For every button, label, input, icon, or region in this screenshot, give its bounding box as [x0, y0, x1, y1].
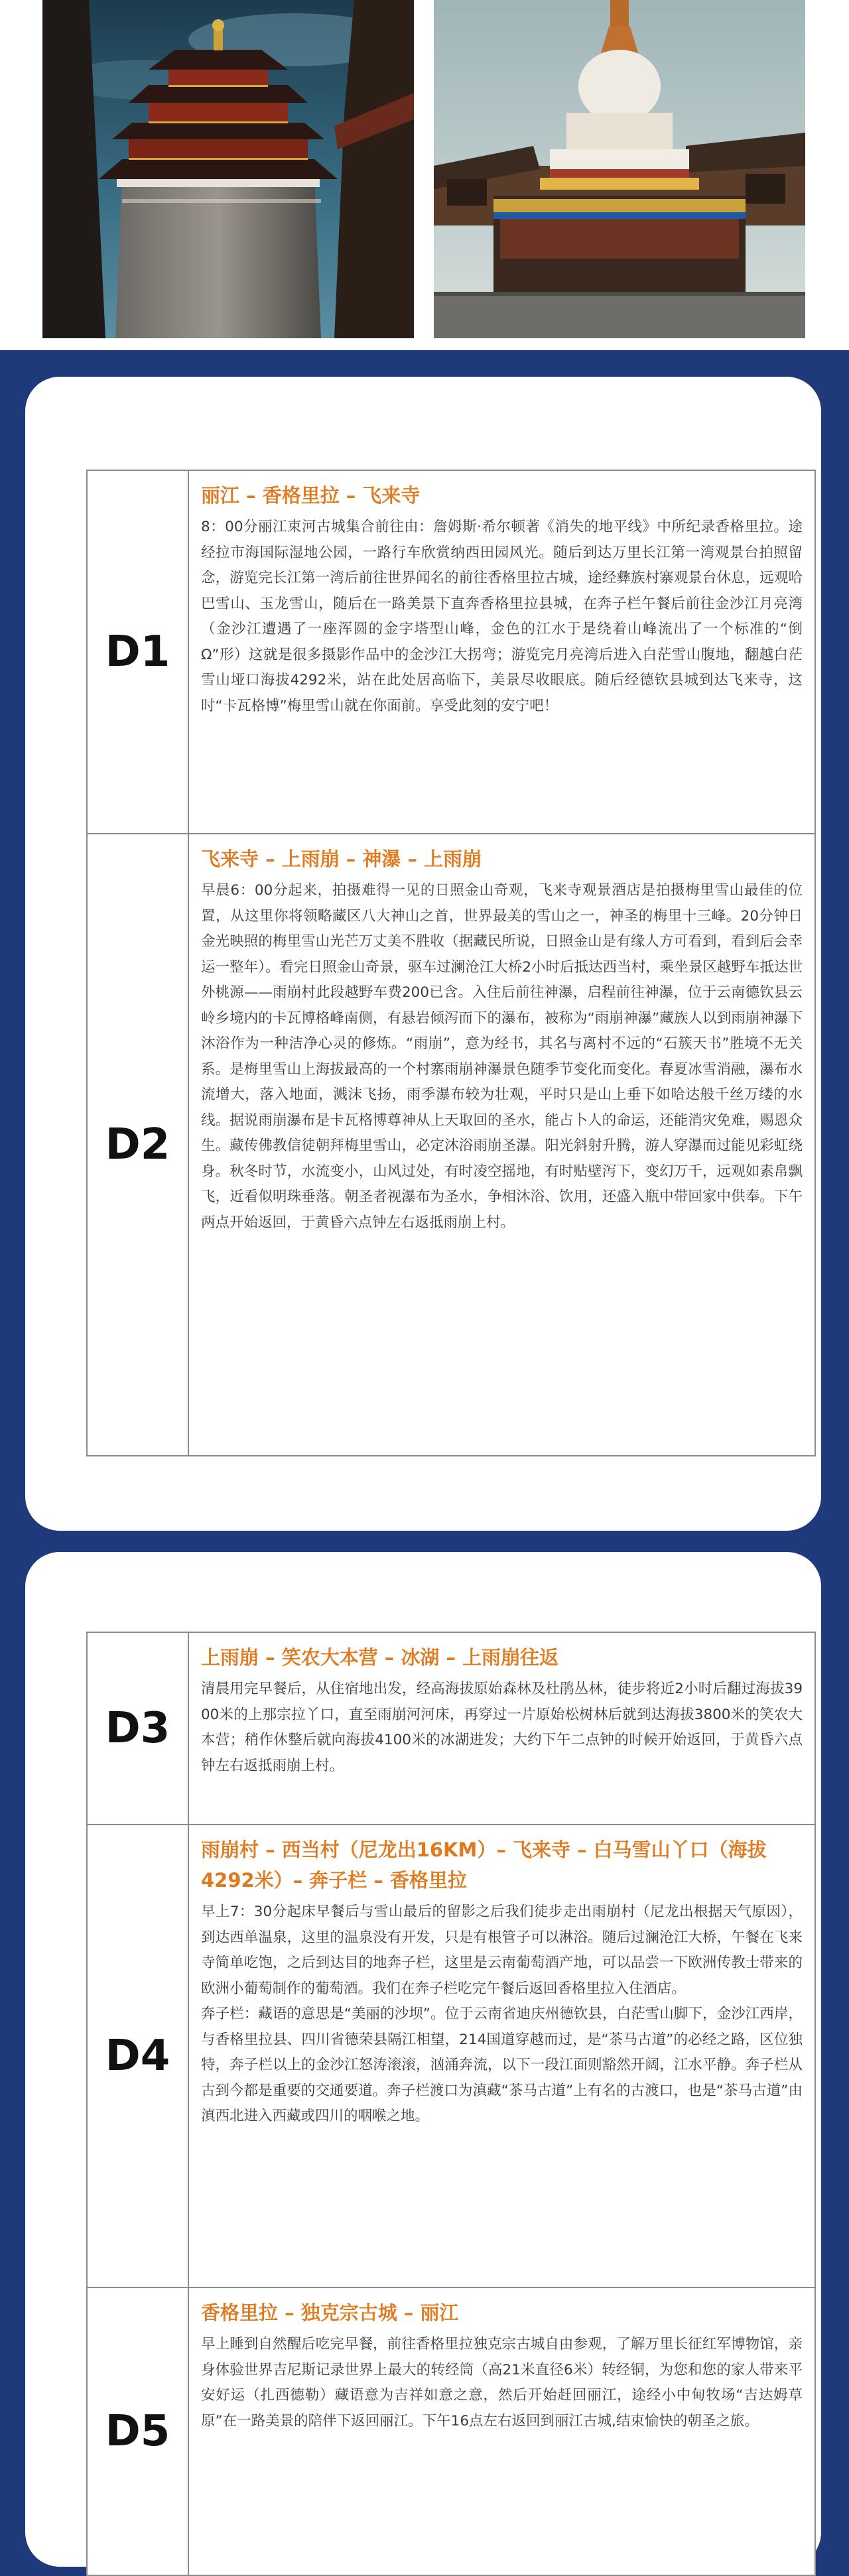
day-description: 8：00分丽江束河古城集合前往由：詹姆斯·希尔顿著《消失的地平线》中所纪录香格里拉。途经拉市海国际湿地公园，一路行车欣赏纳西田园风光。随后到达万里长江第一湾观景台拍照留念，游览完长江第一湾后前往世界闻名的前往香格里拉古城，途经彝族村寨观景台休息，远观哈巴雪山、玉龙雪山，随后在一路美景下直奔香格里拉县城，在奔子栏午餐后前往金沙江月亮湾（金沙江遭遇了一座浑圆的金字塔型山峰，金色的江水于是绕着山峰流出了一个标准的“倒Ω”形）这就是很多摄影作品中的金沙江大拐弯；游览完月亮湾后进入白茫雪山腹地，翻越白茫雪山垭口海拔4292米，站在此处居高临下，美景尽收眼底。随后经德钦县城到达飞来寺，这时“卡瓦格博”梅里雪山就在你面前。享受此刻的安宁吧！ — [201, 519, 803, 714]
day-route-title: 丽江 – 香格里拉 – 飞来寺 — [201, 484, 421, 507]
itinerary-card-1 — [25, 377, 821, 1531]
day-row-d2 — [88, 834, 815, 1455]
day-row-d1 — [88, 471, 815, 834]
day-label: D3 — [88, 1633, 189, 1824]
day-label: D4 — [88, 1825, 189, 2287]
day-content — [189, 834, 815, 1455]
day-row-d5 — [88, 2288, 815, 2575]
day-description-extra: 奔子栏：藏语的意思是“美丽的沙坝”。位于云南省迪庆州德钦县，白茫雪山脚下，金沙江西岸，与香格里拉县、四川省德荣县隔江相望，214国道穿越而过，是“茶马古道”的必经之路，区位独特，奔子栏以上的金沙江怒涛滚滚，汹涌奔流，以下一段江面则豁然开阔，江水平静。奔子栏从古到今都是重要的交通要道。奔子栏渡口为滇藏“茶马古道”上有名的古渡口，也是“茶马古道”由滇西北进入西藏或四川的咽喉之地。 — [201, 2006, 803, 2124]
temple-tower-illustration — [42, 0, 414, 338]
day-route-title: 飞来寺 – 上雨崩 – 神瀑 – 上雨崩 — [201, 848, 482, 870]
day-route-title: 上雨崩 – 笑农大本营 – 冰湖 – 上雨崩往返 — [201, 1646, 559, 1669]
day-content — [189, 1825, 815, 2287]
white-stupa-photo — [434, 0, 805, 338]
stupa-illustration — [434, 0, 805, 338]
itinerary-table-2 — [86, 1632, 816, 2576]
photo-strip — [0, 0, 849, 350]
day-content — [189, 2288, 815, 2575]
day-route-title: 雨崩村 – 西当村（尼龙出16KM）– 飞来寺 – 白马雪山丫口（海拔4292米）– 奔子栏 – 香格里拉 — [201, 1838, 767, 1892]
day-description: 早晨6：00分起来，拍摄难得一见的日照金山奇观，飞来寺观景酒店是拍摄梅里雪山最佳的位置，从这里你将领略藏区八大神山之首，世界最美的雪山之一，神圣的梅里十三峰。20分钟日金光映照的梅里雪山光芒万丈美不胜收（据藏民所说，日照金山是有缘人方可看到，看到后会幸运一整年）。看完日照金山奇景，驱车过澜沧江大桥2小时后抵达西当村，乘坐景区越野车抵达世外桃源——雨崩村此段越野车费200已含。入住后前往神瀑，启程前往神瀑，位于云南德钦县云岭乡境内的卡瓦博格峰南侧，有悬岩倾泻而下的瀑布，被称为“雨崩神瀑”藏族人以到雨崩神瀑下沐浴作为一种洁净心灵的修炼。“雨崩”，意为经书，其名与离村不远的“石簇天书”胜境不无关系。是梅里雪山上海拔最高的一个村寨雨崩神瀑景色随季节变化而变化。春夏冰雪消融，瀑布水流增大，落入地面，溅沫飞扬，雨季瀑布较为壮观，平时只是山上垂下如哈达般千丝万缕的水线。据说雨崩瀑布是卡瓦格博尊神从上天取回的圣水，能占卜人的命运，还能消灾免难，赐恩众生。藏传佛教信徒朝拜梅里雪山，必定沐浴雨崩圣瀑。阳光斜射升腾，游人穿瀑而过能见彩虹绕身。秋冬时节，水流变小，山风过处，有时凌空摇地，有时贴壁泻下，变幻万千，远观如素帛飘飞，近看似明珠垂落。朝圣者视瀑布为圣水，争相沐浴、饮用，还盛入瓶中带回家中供奉。下午两点开始返回，于黄昏六点钟左右返抵雨崩上村。 — [201, 882, 803, 1231]
day-row-d3 — [88, 1633, 815, 1825]
day-label: D1 — [88, 471, 189, 833]
itinerary-card-2 — [25, 1552, 821, 2567]
day-label: D2 — [88, 834, 189, 1455]
day-content — [189, 471, 815, 833]
day-content — [189, 1633, 815, 1824]
day-route-title: 香格里拉 – 独克宗古城 – 丽江 — [201, 2301, 459, 2324]
temple-tower-photo — [42, 0, 414, 338]
day-description: 早上7：30分起床早餐后与雪山最后的留影之后我们徒步走出雨崩村（尼龙出根据天气原因），到达西单温泉，这里的温泉没有开发，只是有根管子可以淋浴。随后过澜沧江大桥，午餐在飞来寺简单吃饱，之后到达目的地奔子栏，这里是云南葡萄酒产地，可以品尝一下欧洲传教士带来的欧洲小葡萄制作的葡萄酒。我们在奔子栏吃完午餐后返回香格里拉入住酒店。 — [201, 1903, 803, 1997]
day-label: D5 — [88, 2288, 189, 2575]
day-description: 清晨用完早餐后，从住宿地出发，经高海拔原始森林及杜鹃丛林，徒步将近2小时后翻过海拔3900米的上那宗拉丫口，直至雨崩河河床，再穿过一片原始松树林后就到达海拔3800米的笑农大本营；稍作休整后就向海拔4100米的冰湖进发；大约下午二点钟的时候开始返回，于黄昏六点钟左右返抵雨崩上村。 — [201, 1681, 803, 1774]
itinerary-table-1 — [86, 470, 816, 1456]
day-description: 早上睡到自然醒后吃完早餐，前往香格里拉独克宗古城自由参观，了解万里长征红军博物馆，亲身体验世界吉尼斯记录世界上最大的转经筒（高21米直径6米）转经铜，为您和您的家人带来平安好运（扎西德勒）藏语意为吉祥如意之意，然后开始赶回丽江，途经小中甸牧场“吉达姆草原”在一路美景的陪伴下返回丽江。下午16点左右返回到丽江古城,结束愉快的朝圣之旅。 — [201, 2336, 803, 2429]
day-row-d4 — [88, 1825, 815, 2288]
